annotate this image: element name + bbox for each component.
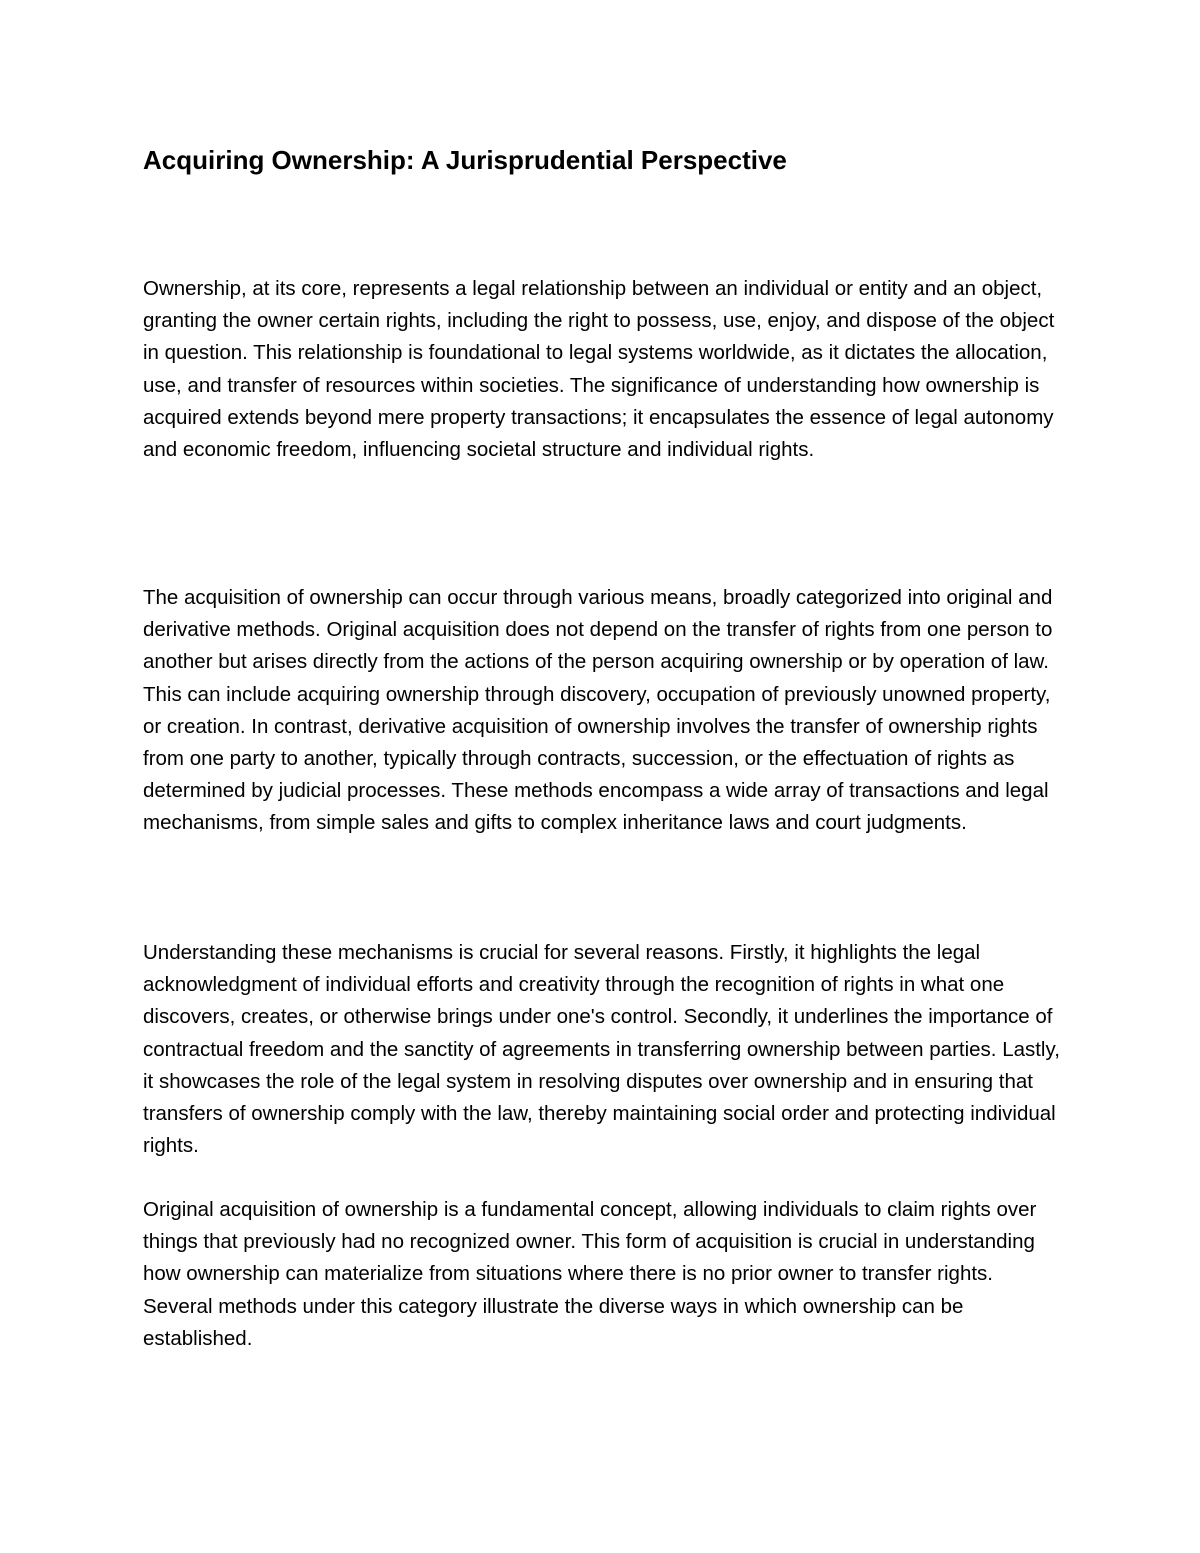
paragraph-original-acquisition: Original acquisition of ownership is a fundamental concept, allowing individuals to claim rights over things that previously had no recognized owner. This form of acquisition is crucial in understanding how ownership can materialize from situations where there is no prior owner to transfer rights. Several methods under this category illustrate the diverse ways in which ownership can be established. (143, 1198, 1037, 1350)
paragraph-importance: Understanding these mechanisms is crucial for several reasons. Firstly, it highlights the legal acknowledgment of individual efforts and creativity through the recognition of rights in what one discovers, creates, or otherwise brings under one's control. Secondly, it underlines the importance of contractual freedom and the sanctity of agreements in transferring ownership between parties. Lastly, it showcases the role of the legal system in resolving disputes over ownership and in ensuring that transfers of ownership comply with the law, thereby maintaining social order and protecting individual rights. (143, 941, 1060, 1158)
paragraph-acquisition-methods: The acquisition of ownership can occur through various means, broadly categorized into original and derivative methods. Original acquisition does not depend on the transfer of rights from one person to another but arises directly from the actions of the person acquiring ownership or by operation of law. This can include acquiring ownership through discovery, occupation of previously unowned property, or creation. In contrast, derivative acquisition of ownership involves the transfer of ownership rights from one party to another, typically through contracts, succession, or the effectuation of rights as determined by judicial processes. These methods encompass a wide array of transactions and legal mechanisms, from simple sales and gifts to complex inheritance laws and court judgments. (143, 586, 1053, 835)
paragraph-ownership-definition: Ownership, at its core, represents a legal relationship between an individual or entity and an object, granting the owner certain rights, including the right to possess, use, enjoy, and dispose of the object in question. This relationship is foundational to legal systems worldwide, as it dictates the allocation, use, and transfer of resources within societies. The significance of understanding how ownership is acquired extends beyond mere property transactions; it encapsulates the essence of legal autonomy and economic freedom, influencing societal structure and individual rights. (143, 277, 1055, 462)
document-title: Acquiring Ownership: A Jurisprudential Perspective (143, 145, 787, 175)
